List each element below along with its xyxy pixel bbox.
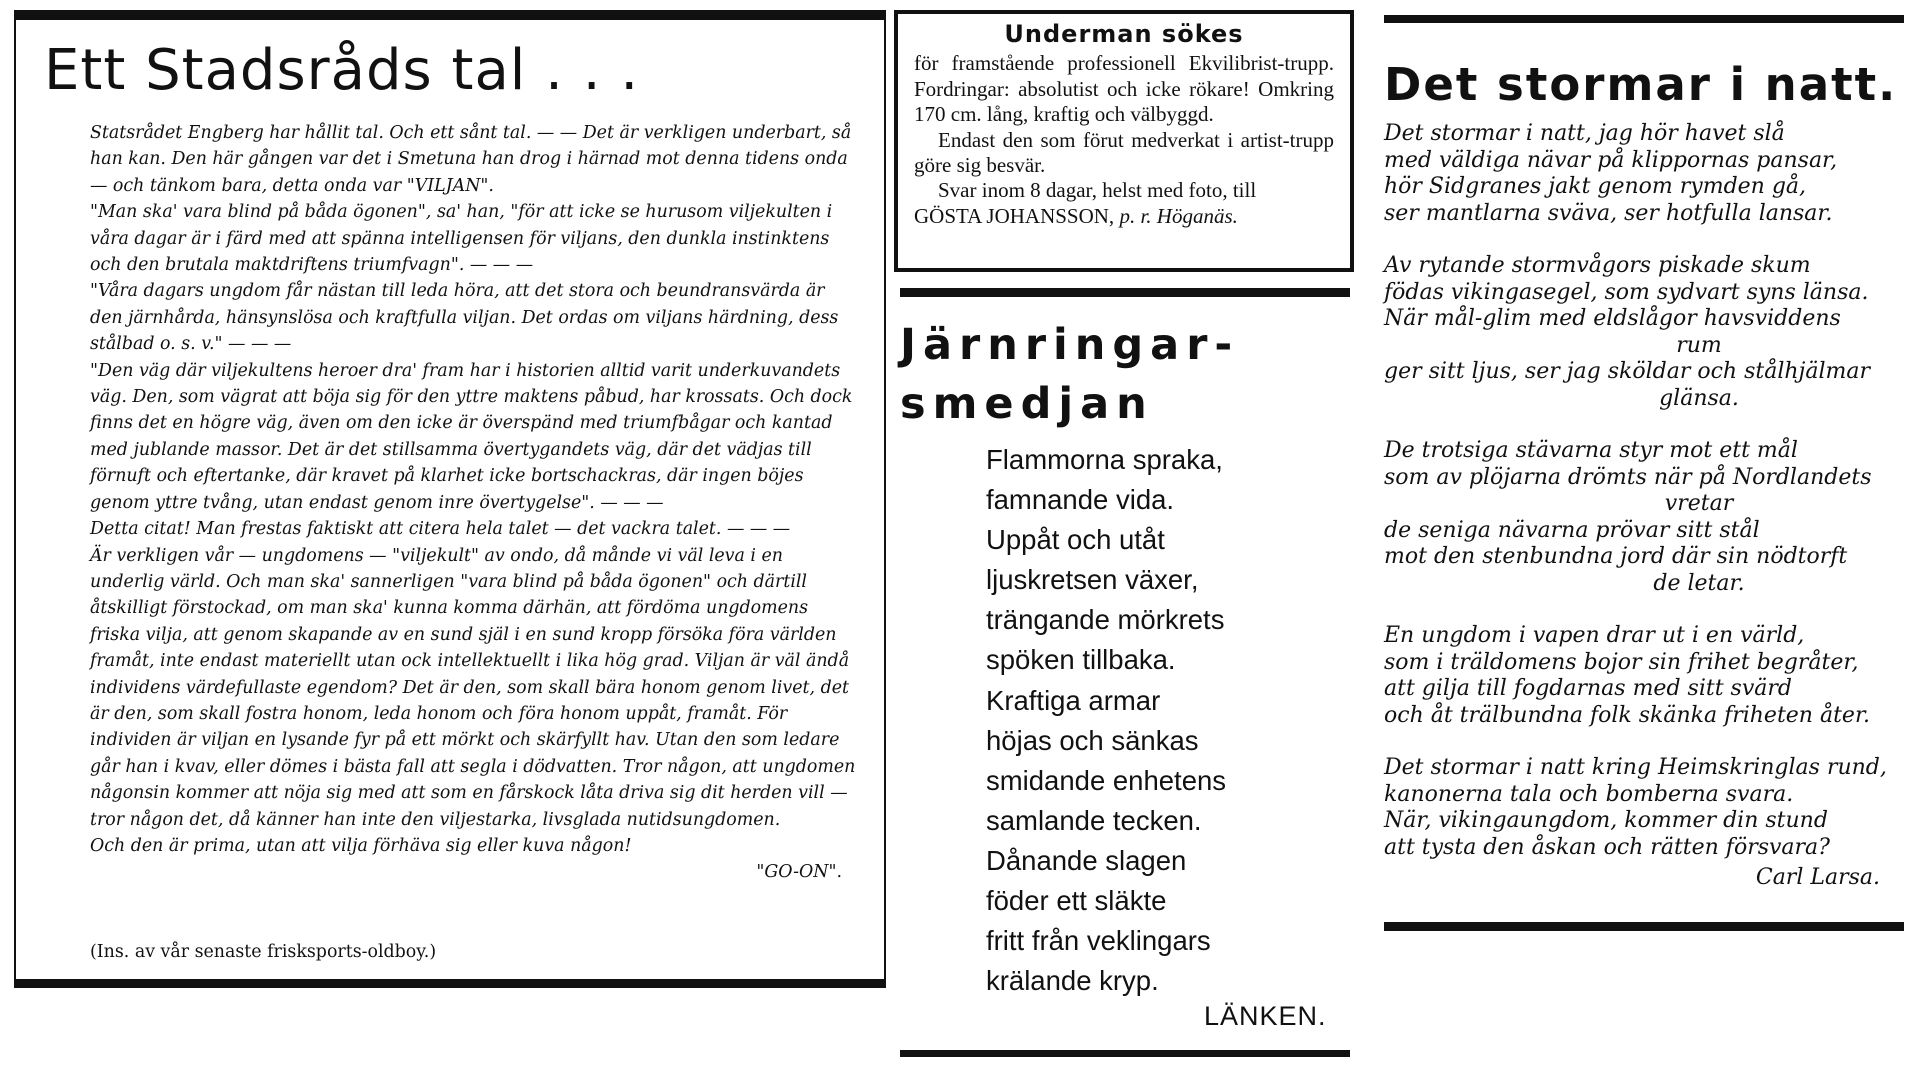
paragraph: Och den är prima, utan att vilja förhäva sig eller kuva någon! (90, 835, 632, 856)
middle-column (894, 10, 1354, 1060)
paragraph: "Den väg där viljekultens heroer dra' fram har i historien alltid varit underkuvandets väg. Den, som vägrat att böja sig för den yttre maktens påbud, har krossats. Och dock finns det en högre väg, även om den icke är överspänd med triumfbågar och kantad med jublande massor. Det är det stillsamma övertygandets väg, där det vädjas till förnuft och eftertanke, där kravet på klarhet icke bortschackras, där ingen böjes genom yttre tvång, utan endast genom inre övertygelse". — — — (90, 360, 853, 513)
poem-title-line: smedjan (900, 379, 1154, 429)
paragraph: Är verkligen vår — ungdomens — "viljekult" av ondo, då månde vi väl leva i en underlig värld. Och man ska' sannerligen "vara blind på båda ögonen" och därtill åtskilligt förstockad, om man ska' kunna komma därhän, att fördöma ungdomens friska vilja, att genom skapande av en sund själ i en sund kropp försöka föra världen framåt, inte endast materiellt utan ock intellektuellt i lika hög grad. Viljan är väl ändå individens värdefullaste egendom? Det är den, som skall bära honom genom livet, det är den, som skall fostra honom, leda honom och föra honom uppåt, framåt. För individen är viljan en lysande fyr på ett mörkt och skärfyllt hav. Utan den som ledare går han i kvav, eller dömes i bästa fall att segla i dödvatten. Tror någon, att ungdomen någonsin kommer att nöja sig med att som en fårskock låta driva sig dit herden vill — tror någon det, då känner han inte den viljestarka, livsglada nutidsungdomen. (90, 545, 856, 830)
poem-line: med väldiga nävar på klippornas pansar, (1384, 147, 1838, 173)
classified-ad (894, 10, 1354, 272)
poem-line: de seniga nävarna prövar sitt stål (1384, 517, 1760, 543)
ad-body: för framstående professionell Ekvilibrist-trupp. Fordringar: absolutist och icke rökare! Omkring 170 cm. lång, kraftig och välbyggd. (914, 51, 1334, 127)
poem-line: glänsa. (1659, 385, 1739, 411)
stanza (1384, 623, 1904, 729)
top-rule (1384, 15, 1904, 23)
poem-line: ljuskretsen växer, (986, 564, 1199, 596)
top-rule (14, 10, 886, 20)
ad-contact (914, 204, 1334, 229)
poem-column (1384, 10, 1904, 935)
poem-line: Av rytande stormvågors piskade skum (1384, 253, 1811, 278)
poem-line: Det stormar i natt kring Heimskringlas rund, (1384, 755, 1887, 780)
poem-line: ger sitt ljus, ser jag sköldar och stålhjälmar (1384, 359, 1871, 384)
paragraph: Detta citat! Man frestas faktiskt att citera hela talet — det vackra talet. — — — (90, 519, 791, 540)
poem-line: föder ett släkte (986, 885, 1167, 917)
poem-line: att gilja till fogdarnas med sitt svärd (1384, 676, 1792, 701)
stanza (1384, 438, 1904, 597)
poem-line: vretar (1664, 491, 1734, 516)
poem-line: smidande enhetens (986, 764, 1227, 796)
poem-line: och åt trälbundna folk skänka friheten åter. (1384, 702, 1871, 728)
poem-body (986, 440, 1226, 1001)
poem-line: de letar. (1653, 570, 1745, 596)
article-signature: "GO-ON". (756, 862, 842, 883)
contact-name: GÖSTA JOHANSSON, (914, 203, 1115, 228)
poem-line: samlande tecken. (986, 804, 1202, 836)
poem-line: att tysta den åskan och rätten försvara? (1384, 834, 1830, 860)
ad-title: Underman sökes (1004, 20, 1244, 48)
paragraph: "Våra dagars ungdom får nästan till leda höra, att det stora och beundransvärda är den järnhårda, hänsynslösa och kraftfulla viljan. Det ordas om viljans härdning, dess stålbad o. s. v." — — — (90, 281, 839, 355)
poem-line: krälande kryp. (986, 965, 1159, 997)
poem-line: När mål-glim med eldslågor havsviddens (1384, 306, 1841, 331)
poem-line: Uppåt och utåt (986, 524, 1165, 556)
poem-line: De trotsiga stävarna styr mot ett mål (1384, 438, 1798, 463)
poem-line: rum (1676, 332, 1722, 358)
stanza (1384, 121, 1904, 227)
poem-line: famnande vida. (986, 484, 1175, 516)
contact-place: p. r. Höganäs. (1119, 203, 1238, 228)
poem-line: Det stormar i natt, jag hör havet slå (1384, 121, 1785, 146)
paragraph: Statsrådet Engberg har hållit tal. Och ett sånt tal. — — Det är verkligen underbart, så han kan. Den här gången var det i Smetuna han drog i härnad mot denna tidens onda — och tänkom bara, detta onda var "VILJAN". (90, 123, 852, 196)
bottom-rule (900, 1050, 1350, 1057)
poem-line: När, vikingaungdom, kommer din stund (1384, 808, 1828, 833)
poem-line: spöken tillbaka. (986, 644, 1176, 676)
paragraph: "Man ska' vara blind på båda ögonen", sa' han, "för att icke se hurusom viljekulten i våra dagar är i färd med att spänna intelligensen för viljans, den dunkla instinktens och den brutala maktdriftens triumfvagn". — — — (90, 202, 833, 276)
poem-line: Kraftiga armar (986, 684, 1161, 716)
bottom-rule (14, 979, 886, 988)
poem-title-line: Järnringar- (900, 320, 1240, 370)
poem-line: Flammorna spraka, (986, 444, 1223, 475)
article-note: (Ins. av vår senaste frisksports-oldboy.) (90, 942, 437, 962)
poem-line: En ungdom i vapen drar ut i en värld, (1384, 623, 1805, 648)
poem-line: kanonerna tala och bomberna svara. (1384, 781, 1794, 807)
left-border (14, 20, 16, 979)
stanza (1384, 253, 1904, 412)
section-rule (900, 288, 1350, 297)
article-title: Ett Stadsråds tal . . . (44, 38, 640, 103)
ad-requirement: Endast den som förut medverkat i artist-trupp göre sig besvär. (914, 127, 1334, 178)
poem-line: mot den stenbundna jord där sin nödtorft (1384, 544, 1848, 569)
poem-line: Dånande slagen (986, 844, 1187, 876)
poem-line: födas vikingasegel, som sydvart syns länsa. (1384, 279, 1869, 305)
poem-signature: Carl Larsa. (1755, 865, 1880, 890)
article-body (90, 120, 860, 886)
poem-body (1384, 121, 1904, 892)
poem-line: som i träldomens bojor sin frihet begråter, (1384, 649, 1859, 675)
bottom-rule (1384, 922, 1904, 931)
poem-line: hör Sidgranes jakt genom rymden gå, (1384, 174, 1807, 199)
poem-title (900, 316, 1239, 434)
poem-title: Det stormar i natt. (1384, 58, 1898, 111)
poem-line: som av plöjarna drömts när på Nordlandets (1384, 464, 1872, 490)
poem-line: ser mantlarna sväva, ser hotfulla lansar. (1384, 200, 1833, 226)
right-border (884, 20, 886, 979)
poem-line: fritt från veklingars (986, 925, 1211, 957)
article-stadsrad (14, 10, 886, 988)
ad-reply-info: Svar inom 8 dagar, helst med foto, till (938, 178, 1257, 203)
poem-line: höjas och sänkas (986, 724, 1199, 756)
poem-line: trängande mörkrets (986, 604, 1225, 636)
poem-signature: LÄNKEN. (1204, 1001, 1327, 1031)
stanza (1384, 755, 1904, 861)
